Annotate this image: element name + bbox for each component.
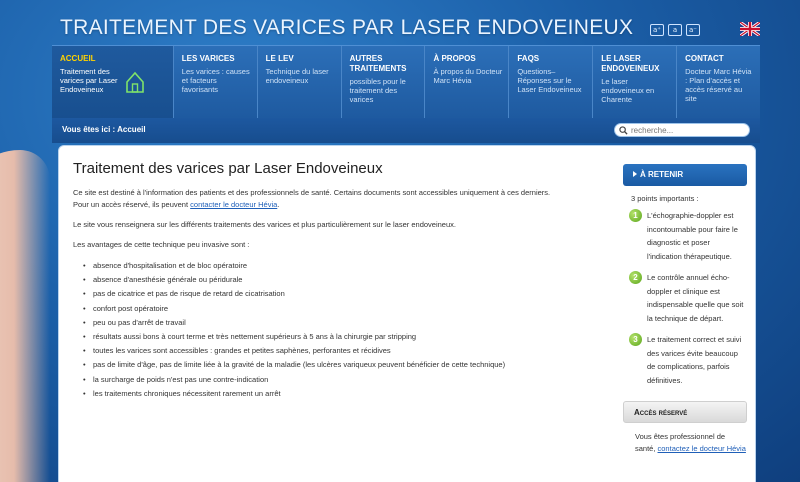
site-header	[52, 0, 760, 44]
site-title: TRAITEMENT DES VARICES PAR LASER ENDOVEINEUX	[60, 16, 634, 39]
advantages-list	[73, 259, 603, 401]
arrow-right-icon	[633, 171, 637, 177]
reserve-title: Accès réservé	[634, 408, 688, 417]
intro-text: Ce site est destiné à l'information des patients et des professionnels de santé. Certains documents sont accessibles uniquement à ces derniers.	[73, 188, 551, 197]
list-item: • les traitements chroniques nécessitent rarement un arrêt	[83, 387, 603, 401]
contact-doctor-link[interactable]: contacter le docteur Hévia	[190, 200, 278, 209]
font-increase-button[interactable]: a⁺	[650, 24, 664, 36]
font-decrease-button[interactable]: a⁻	[686, 24, 700, 36]
number-badge-icon: 2	[629, 271, 642, 284]
access-text-end: .	[277, 200, 280, 209]
nav-desc: Questions–Réponses sur le Laser Endoveineux	[517, 67, 582, 94]
nav-item-les-varices[interactable]	[174, 46, 258, 118]
nav-desc: Technique du laser endoveineux	[265, 67, 329, 85]
list-item: • toutes les varices sont accessibles : grandes et petites saphènes, perforantes et récidives	[83, 344, 603, 358]
text-size-tools	[650, 24, 700, 36]
retenir-intro: 3 points importants :	[631, 194, 699, 203]
search-box	[614, 123, 750, 137]
nav-title: LE LASER ENDOVEINEUX	[601, 54, 660, 73]
key-point	[623, 209, 747, 263]
breadcrumb-bar	[52, 118, 760, 143]
nav-desc: Traitement des varices par Laser Endoveineux	[60, 67, 118, 94]
list-item: • la surcharge de poids n'est pas une contre-indication	[83, 373, 603, 387]
nav-item-a-propos[interactable]	[425, 46, 509, 118]
nav-desc: possibles pour le traitement des varices	[349, 77, 406, 104]
nav-desc: Le laser endoveineux en Charente	[601, 77, 655, 104]
reserve-header	[623, 401, 747, 423]
reserve-intro: Vous êtes professionnel de santé,	[635, 432, 726, 453]
nav-desc: Docteur Marc Hévia : Plan d'accès et accès réservé au site	[685, 67, 752, 103]
nav-title: LES VARICES	[181, 54, 235, 63]
nav-item-le-lev[interactable]	[258, 46, 342, 118]
breadcrumb: Vous êtes ici : Accueil	[62, 125, 146, 134]
uk-flag-icon[interactable]	[740, 22, 760, 36]
key-point-text: Le traitement correct et suivi des varices évite beaucoup de complications, parfois définitives.	[647, 335, 742, 385]
nav-title: CONTACT	[685, 54, 724, 63]
nav-title: AUTRES TRAITEMENTS	[349, 54, 407, 73]
main-panel	[58, 145, 756, 482]
nav-item-faqs[interactable]	[509, 46, 593, 118]
list-item: • absence d'hospitalisation et de bloc opératoire	[83, 259, 603, 273]
home-icon	[125, 70, 145, 94]
nav-item-autres-traitements[interactable]	[342, 46, 426, 118]
nav-title: ACCUEIL	[60, 54, 96, 63]
main-navigation	[52, 45, 760, 118]
page-title: Traitement des varices par Laser Endoveineux	[73, 160, 383, 177]
nav-title: FAQS	[517, 54, 540, 63]
list-item: • pas de cicatrice et pas de risque de retard de cicatrisation	[83, 287, 603, 301]
access-text: Pour un accès réservé, ils peuvent	[73, 200, 191, 209]
key-point	[623, 271, 747, 325]
nav-title: À PROPOS	[433, 54, 476, 63]
contact-doctor-sidebar-link[interactable]: contactez le docteur Hévia	[657, 444, 746, 453]
nav-item-le-laser-endoveineux[interactable]	[593, 46, 677, 118]
list-item: • résultats aussi bons à court terme et très nettement supérieurs à 5 ans à la chirurgie par stripping	[83, 330, 603, 344]
key-point-text: L'échographie-doppler est incontournable pour faire le diagnostic et poser l'indication thérapeutique.	[647, 211, 738, 261]
list-item: • pas de limite d'âge, pas de limite liée à la gravité de la maladie (les ulcères variqueux peuvent bénéficier de cette technique)	[83, 358, 603, 372]
advantages-intro: Les avantages de cette technique peu invasive sont :	[73, 240, 250, 249]
list-item: • absence d'anesthésie générale ou péridurale	[83, 273, 603, 287]
retenir-header	[623, 164, 747, 186]
retenir-title: À RETENIR	[640, 170, 684, 179]
intro-paragraph	[73, 187, 603, 211]
search-icon[interactable]	[619, 126, 628, 135]
list-item: • peu ou pas d'arrêt de travail	[83, 316, 603, 330]
nav-desc: Les varices : causes et facteurs favorisants	[181, 67, 250, 94]
reserve-text	[635, 431, 747, 455]
nav-desc: À propos du Docteur Marc Hévia	[433, 67, 503, 85]
info-paragraph: Le site vous renseignera sur les différents traitements des varices et plus particulièrement sur le laser endoveineux.	[73, 220, 456, 229]
number-badge-icon: 1	[629, 209, 642, 222]
nav-item-accueil[interactable]	[52, 46, 174, 118]
key-point-text: Le contrôle annuel écho-doppler et clinique est indispensable quelle que soit la technique de départ.	[647, 273, 744, 323]
background-arm-image	[0, 150, 50, 482]
search-input[interactable]	[631, 125, 743, 136]
font-normal-button[interactable]: a	[668, 24, 682, 36]
key-point	[623, 333, 747, 387]
list-item: • confort post opératoire	[83, 302, 603, 316]
nav-item-contact[interactable]	[677, 46, 760, 118]
number-badge-icon: 3	[629, 333, 642, 346]
sidebar	[623, 164, 747, 455]
main-content	[73, 160, 603, 401]
nav-title: LE LEV	[265, 54, 294, 63]
